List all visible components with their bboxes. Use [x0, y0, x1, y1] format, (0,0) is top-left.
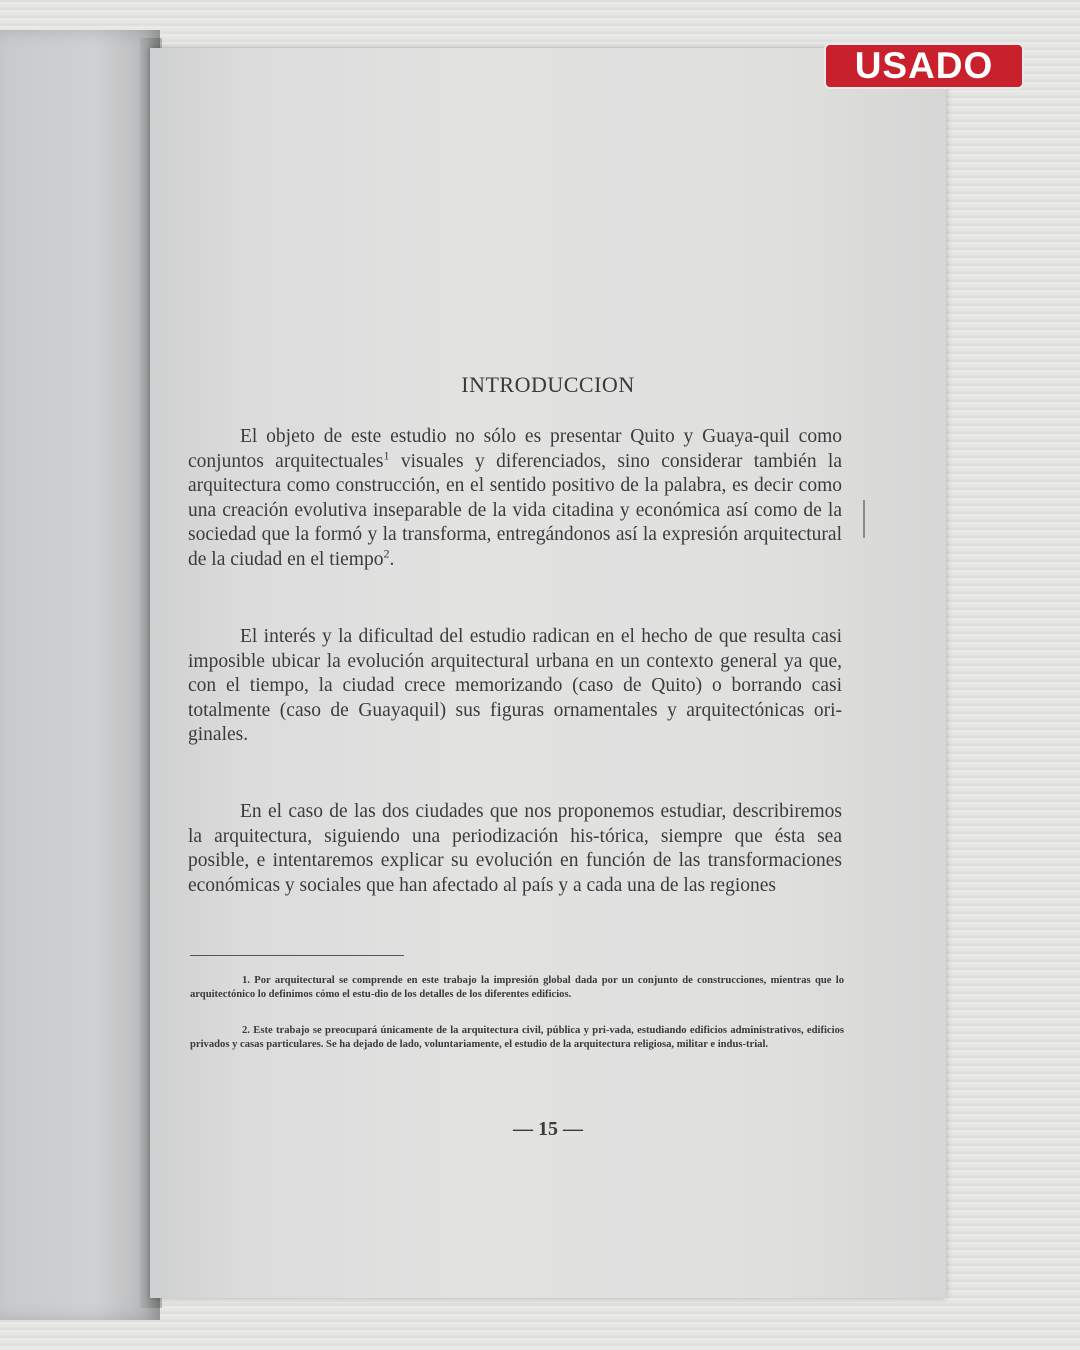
- footnote-2: [190, 1024, 844, 1051]
- paragraph-1-text-end: .: [389, 548, 395, 570]
- footnote-2-text: 2. Este trabajo se preocupará únicamente de la arquitectura civil, pública y pri-vada, estudiando edificios administrativos, edificios privados y casas particulares. Se ha dejado de lado, voluntariamente, el estudio de la arquitectura religiosa, militar e indus-trial.: [190, 1025, 844, 1050]
- footnote-1-text: 1. Por arquitectural se comprende en este trabajo la impresión global dada por un conjunto de construcciones, mientras que lo arquitectónico lo definimos cómo el estu-dio de los detalles de los diferentes edificios.: [190, 975, 844, 1000]
- paragraph-2: [188, 625, 842, 748]
- paragraph-2-text: El interés y la dificultad del estudio radican en el hecho de que resulta casi imposible ubicar la evolución arquitectural urbana en un contexto general ya que, con el tiempo, la ciudad crece memorizando (caso de Quito) o borrando casi totalmente (caso de Guayaquil) sus figuras ornamentales y arquitectónicas ori-ginales.: [188, 626, 842, 746]
- used-condition-badge: USADO: [824, 43, 1024, 89]
- footnote-1: [190, 974, 844, 1001]
- footnote-ref-2: 2: [383, 546, 390, 561]
- paragraph-3-text: En el caso de las dos ciudades que nos proponemos estudiar, describiremos la arquitectura, siguiendo una periodización his-tórica, siempre que ésta sea posible, e intentaremos explicar su evolución en función de las transformaciones económicas y sociales que han afectado al país y a cada una de las regiones: [188, 801, 842, 896]
- footnote-ref-1: 1: [383, 448, 390, 463]
- paragraph-3: [188, 800, 842, 898]
- footnote-divider: [190, 955, 404, 956]
- paragraph-1-text-start: El objeto de este estudio no sólo es presentar Quito y Guaya-quil como conjuntos arquitectuales: [188, 426, 842, 472]
- margin-mark: [863, 500, 865, 538]
- paragraph-1-text-middle: visuales y diferenciados, sino considerar también la arquitectura como construcción, en el sentido positivo de la palabra, es decir como una creación evolutiva inseparable de la vida citadina y económica así como de la sociedad que la formó y la transforma, entregándonos así la expresión arquitectural de la ciudad en el tiempo: [188, 450, 842, 570]
- page-title: INTRODUCCION: [461, 372, 635, 397]
- left-page: [0, 30, 160, 1320]
- paragraph-1: [188, 425, 842, 573]
- page-number: — 15 —: [513, 1118, 583, 1140]
